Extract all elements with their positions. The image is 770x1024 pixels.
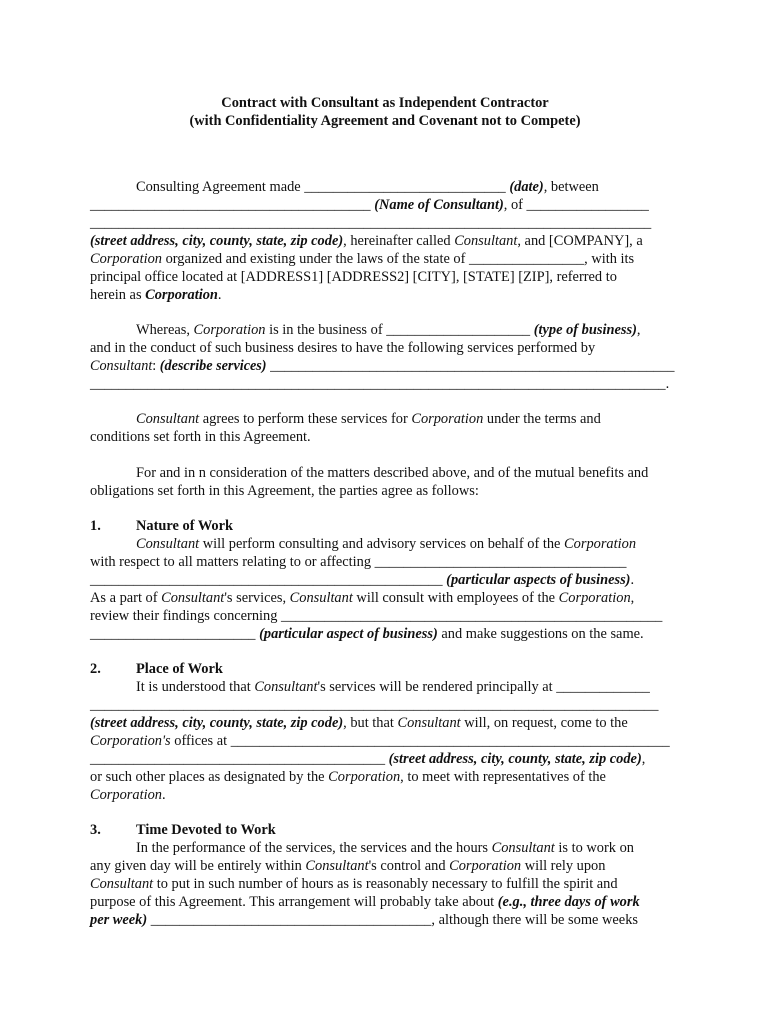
text-run: Corporation bbox=[564, 536, 637, 552]
text-run: (date) bbox=[509, 179, 544, 195]
whereas-line bbox=[90, 357, 680, 375]
whereas-line: ________________________________________________________________________________. bbox=[90, 376, 670, 392]
agrees-line: conditions set forth in this Agreement. bbox=[90, 429, 311, 445]
consideration-line: obligations set forth in this Agreement, the parties agree as follows: bbox=[90, 483, 479, 499]
text-run: will consult with employees of the bbox=[352, 590, 559, 606]
text-run: , of _________________ bbox=[503, 197, 649, 213]
text-run: Corporation bbox=[193, 322, 266, 338]
text-run: _______________________ bbox=[90, 626, 260, 642]
text-run: It is understood that bbox=[136, 679, 255, 695]
text-run: (e.g., three days of work bbox=[497, 894, 640, 910]
text-run: Consultant bbox=[136, 536, 200, 552]
text-run: Corporation bbox=[449, 858, 522, 874]
text-run: (street address, city, county, state, zip code) bbox=[388, 751, 642, 767]
intro-line: ______________________________________________________________________________ bbox=[90, 215, 652, 231]
text-run: Consultant bbox=[397, 715, 461, 731]
text-run: is in the business of ____________________ bbox=[265, 322, 534, 338]
text-run: agrees to perform these services for bbox=[199, 411, 412, 427]
section3-line bbox=[90, 893, 680, 911]
section3-line bbox=[90, 875, 680, 893]
text-run: Corporation bbox=[145, 287, 218, 303]
text-run: . bbox=[161, 787, 166, 803]
text-run: Consultant bbox=[161, 590, 225, 606]
text-run: 's services, bbox=[224, 590, 290, 606]
text-run: , but that bbox=[343, 715, 398, 731]
text-run: Consultant bbox=[254, 679, 318, 695]
section3-line bbox=[90, 857, 680, 875]
section-number: 3. bbox=[90, 822, 101, 838]
text-run: , bbox=[641, 751, 646, 767]
text-run: _______________________________________, although there will be some weeks bbox=[147, 912, 638, 928]
section-heading: Nature of Work bbox=[136, 518, 234, 534]
text-run: purpose of this Agreement. This arrangement will probably take about bbox=[90, 894, 498, 910]
section1-line bbox=[90, 625, 680, 643]
section2-line: _______________________________________________________________________________ bbox=[90, 697, 659, 713]
text-run: herein as bbox=[90, 287, 146, 303]
section2-line bbox=[136, 678, 680, 696]
intro-line bbox=[90, 232, 680, 250]
text-run: Consultant bbox=[491, 840, 555, 856]
section2-line bbox=[90, 768, 680, 786]
section-number: 2. bbox=[90, 661, 101, 677]
text-run: Corporation bbox=[90, 787, 162, 803]
text-run: , bbox=[636, 322, 641, 338]
section3-line bbox=[136, 839, 680, 857]
text-run: (Name of Consultant) bbox=[374, 197, 504, 213]
text-run: . bbox=[630, 572, 635, 588]
text-run: to put in such number of hours as is reasonably necessary to fulfill the spirit and bbox=[153, 876, 618, 892]
text-run: (particular aspects of business) bbox=[446, 572, 631, 588]
section1-line: with respect to all matters relating to or affecting ___________________________________ bbox=[90, 554, 627, 570]
text-run: _______________________________________ bbox=[90, 197, 375, 213]
text-run: Consultant bbox=[136, 411, 200, 427]
section-heading: Time Devoted to Work bbox=[136, 822, 276, 838]
agrees-line bbox=[136, 410, 680, 428]
text-run: Consultant bbox=[289, 590, 353, 606]
text-run: is to work on bbox=[554, 840, 634, 856]
section1-line bbox=[90, 589, 680, 607]
text-run: and make suggestions on the same. bbox=[437, 626, 644, 642]
text-run: , between bbox=[543, 179, 599, 195]
section1-line bbox=[90, 571, 680, 589]
text-run: _________________________________________________ bbox=[90, 572, 447, 588]
intro-line bbox=[136, 178, 680, 196]
intro-line bbox=[90, 286, 680, 304]
text-run: under the terms and bbox=[483, 411, 601, 427]
text-run: Whereas, bbox=[136, 322, 194, 338]
text-run: any given day will be entirely within bbox=[90, 858, 306, 874]
text-run: Corporation's bbox=[90, 733, 171, 749]
section-heading: Place of Work bbox=[136, 661, 223, 677]
text-run: _________________________________________________________ bbox=[266, 358, 675, 374]
text-run: Consultant bbox=[90, 358, 153, 374]
text-run: (street address, city, county, state, zip code) bbox=[90, 233, 344, 249]
section2-line bbox=[90, 786, 680, 804]
section2-line bbox=[90, 750, 680, 768]
text-run: will rely upon bbox=[521, 858, 606, 874]
section-number: 1. bbox=[90, 518, 101, 534]
text-run: 's control and bbox=[368, 858, 450, 874]
intro-line bbox=[90, 250, 680, 268]
text-run: . bbox=[217, 287, 222, 303]
text-run: Consultant bbox=[305, 858, 369, 874]
text-run: will, on request, come to the bbox=[460, 715, 628, 731]
document-subtitle: (with Confidentiality Agreement and Covenant not to Compete) bbox=[189, 113, 581, 129]
text-run: Corporation bbox=[90, 251, 162, 267]
section2-line bbox=[90, 714, 680, 732]
text-run: Consultant bbox=[454, 233, 518, 249]
document-title: Contract with Consultant as Independent Contractor bbox=[221, 95, 549, 111]
section1-line: review their findings concerning _____________________________________________________ bbox=[90, 608, 663, 624]
text-run: or such other places as designated by the bbox=[90, 769, 329, 785]
consideration-line: For and in n consideration of the matters described above, and of the mutual benefits and bbox=[136, 465, 649, 481]
section1-line bbox=[136, 535, 680, 553]
section2-line bbox=[90, 732, 680, 750]
text-run: _________________________________________ bbox=[90, 751, 389, 767]
text-run: (type of business) bbox=[533, 322, 637, 338]
text-run: In the performance of the services, the services and the hours bbox=[136, 840, 492, 856]
text-run: Corporation bbox=[411, 411, 484, 427]
whereas-line bbox=[136, 321, 680, 339]
text-run: (describe services) bbox=[159, 358, 267, 374]
text-run: , and [COMPANY], a bbox=[517, 233, 643, 249]
text-run: offices at _____________________________________________________________ bbox=[170, 733, 670, 749]
text-run: Corporation bbox=[328, 769, 401, 785]
text-run: , bbox=[630, 590, 635, 606]
text-run: : bbox=[152, 358, 160, 374]
intro-line bbox=[90, 196, 680, 214]
text-run: , hereinafter called bbox=[343, 233, 455, 249]
text-run: (particular aspect of business) bbox=[259, 626, 438, 642]
text-run: Corporation bbox=[558, 590, 631, 606]
text-run: per week) bbox=[90, 912, 148, 928]
intro-line: principal office located at [ADDRESS1] [ADDRESS2] [CITY], [STATE] [ZIP], referred to bbox=[90, 269, 617, 285]
text-run: Consultant bbox=[90, 876, 154, 892]
whereas-line: and in the conduct of such business desires to have the following services performed by bbox=[90, 340, 596, 356]
section3-line bbox=[90, 911, 680, 929]
text-run: , to meet with representatives of the bbox=[400, 769, 606, 785]
text-run: Consulting Agreement made ____________________________ bbox=[136, 179, 510, 195]
text-run: (street address, city, county, state, zip code) bbox=[90, 715, 344, 731]
text-run: will perform consulting and advisory services on behalf of the bbox=[199, 536, 565, 552]
text-run: As a part of bbox=[90, 590, 162, 606]
text-run: organized and existing under the laws of the state of ________________, with its bbox=[161, 251, 635, 267]
text-run: 's services will be rendered principally at _____________ bbox=[317, 679, 650, 695]
